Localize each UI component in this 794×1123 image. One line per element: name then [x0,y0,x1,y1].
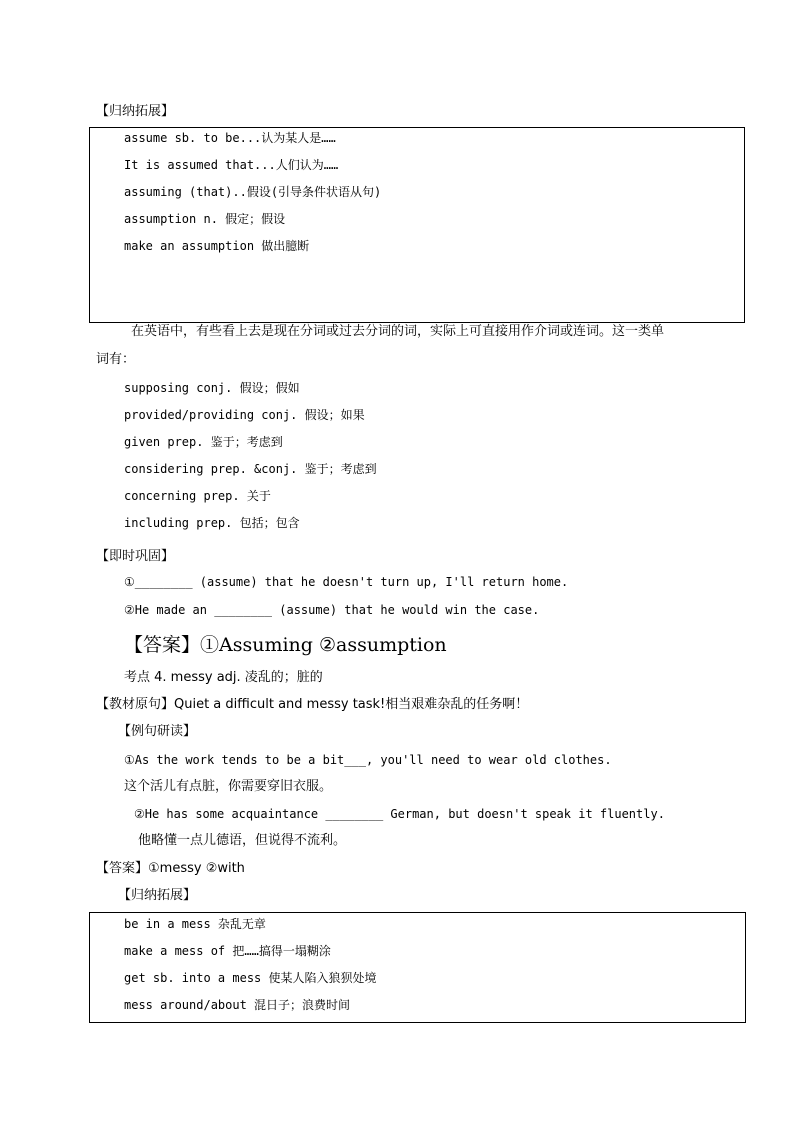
box2-line-4: mess around/about 混日子；浪费时间 [124,998,351,1012]
box1-line-1: assume sb. to be...认为某人是…… [124,131,336,145]
box1-line-5: make an assumption 做出臆断 [124,239,310,253]
word-item-3: given prep. 鉴于；考虑到 [124,435,283,449]
example-2-english: ②He has some acquaintance ________ German, but doesn't speak it fluently. [134,807,665,821]
example-1-english: ①As the work tends to be a bit___, you'll need to wear old clothes. [124,753,612,767]
box2-line-3: get sb. into a mess 使某人陷入狼狈处境 [124,971,377,985]
word-item-4: considering prep. &conj. 鉴于；考虑到 [124,462,377,476]
practice-question-2: ②He made an ________ (assume) that he would win the case. [124,603,540,617]
paragraph-line-1: 在英语中，有些看上去是现在分词或过去分词的词，实际上可直接用作介词或连词。这一类单 [131,324,665,339]
example-1-chinese: 这个活儿有点脏，你需要穿旧衣服。 [124,779,333,794]
point4-source-sentence: 【教材原句】Quiet a difficult and messy task!相当艰难杂乱的任务啊！ [96,697,529,712]
word-item-2: provided/providing conj. 假设；如果 [124,408,365,422]
word-item-1: supposing conj. 假设；假如 [124,381,300,395]
box2-line-1: be in a mess 杂乱无章 [124,917,266,931]
section-heading-practice: 【即时巩固】 [96,549,175,564]
word-item-5: concerning prep. 关于 [124,489,271,503]
section-heading-extend-1: 【归纳拓展】 [96,104,175,119]
point4-example-heading: 【例句研读】 [118,724,197,739]
box2-line-2: make a mess of 把……搞得一塌糊涂 [124,944,331,958]
paragraph-line-2: 词有： [96,352,136,367]
practice-answer: 【答案】①Assuming ②assumption [124,634,447,656]
practice-question-1: ①________ (assume) that he doesn't turn up, I'll return home. [124,575,569,589]
point4-answer: 【答案】①messy ②with [96,861,245,876]
word-item-6: including prep. 包括；包含 [124,516,300,530]
box1-line-4: assumption n. 假定；假设 [124,212,286,226]
box1-line-2: It is assumed that...人们认为…… [124,158,339,172]
box1-line-3: assuming (that)..假设(引导条件状语从句) [124,185,382,199]
point4-title: 考点 4. messy adj. 凌乱的；脏的 [124,670,323,685]
example-2-chinese: 他略懂一点儿德语，但说得不流利。 [138,833,347,848]
section-heading-extend-2: 【归纳拓展】 [118,888,197,903]
